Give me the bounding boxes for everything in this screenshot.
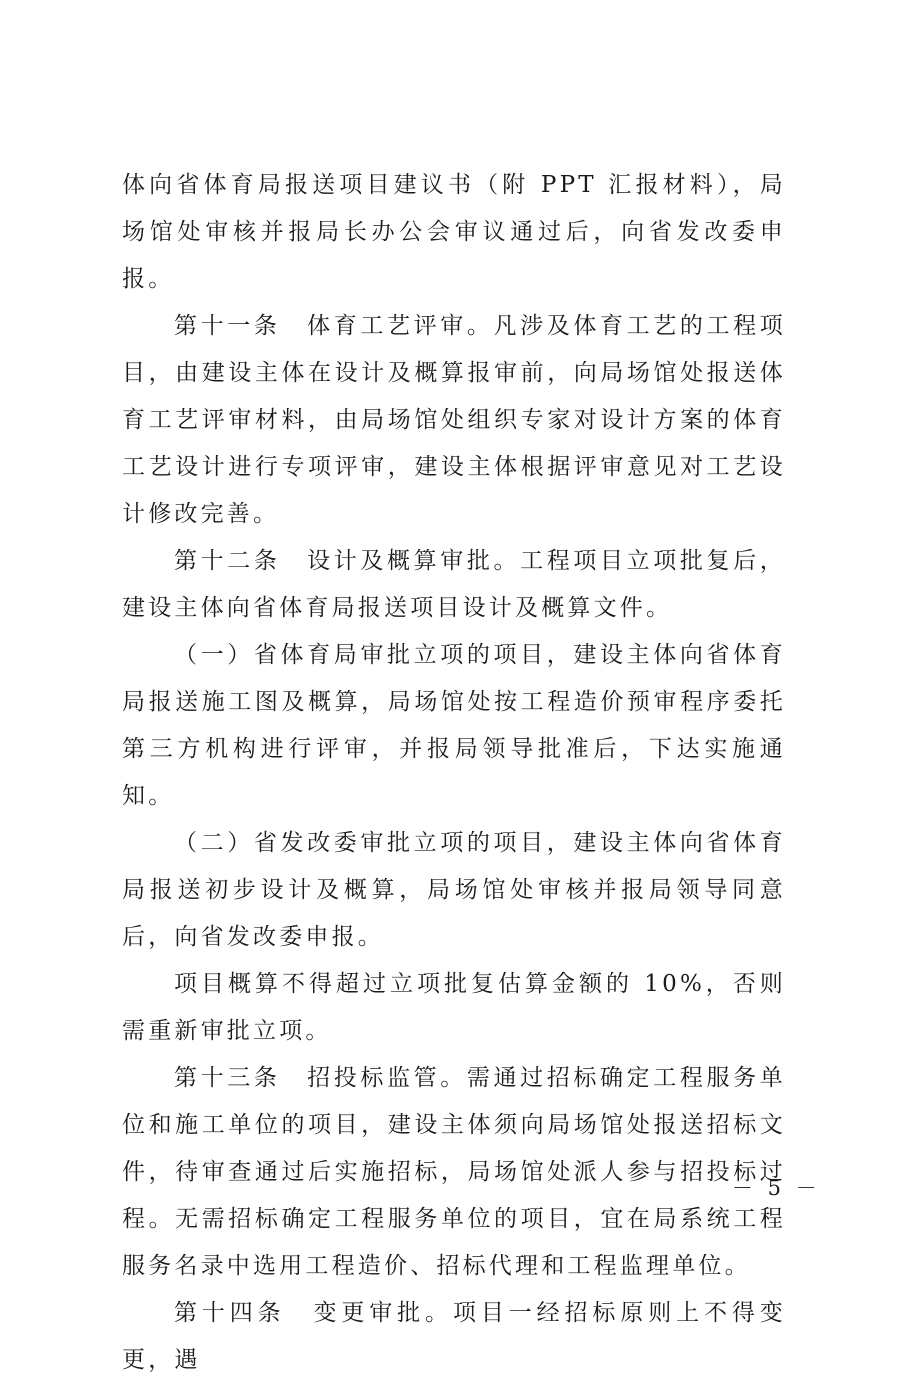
paragraph-article-11: 第十一条 体育工艺评审。凡涉及体育工艺的工程项目，由建设主体在设计及概算报审前，向局场馆处报送体育工艺评审材料，由局场馆处组织专家对设计方案的体育工艺设计进行专项评审，建设主体根据评审意见对工艺设计修改完善。 (122, 313, 786, 527)
paragraph-continuation: 体向省体育局报送项目建议书（附 PPT 汇报材料），局场馆处审核并报局长办公会审议通过后，向省发改委申报。 (122, 172, 786, 292)
paragraph-article-13: 第十三条 招投标监管。需通过招标确定工程服务单位和施工单位的项目，建设主体须向局场馆处报送招标文件，待审查通过后实施招标，局场馆处派人参与招投标过程。无需招标确定工程服务单位的项目，宜在局系统工程服务名录中选用工程造价、招标代理和工程监理单位。 (122, 1065, 786, 1279)
paragraph-article-14: 第十四条 变更审批。项目一经招标原则上不得变更，遇 (122, 1300, 786, 1373)
paragraph-article-12: 第十二条 设计及概算审批。工程项目立项批复后，建设主体向省体育局报送项目设计及概算文件。 (122, 548, 786, 621)
paragraph-article-12-item-1: （一）省体育局审批立项的项目，建设主体向省体育局报送施工图及概算，局场馆处按工程造价预审程序委托第三方机构进行评审，并报局领导批准后，下达实施通知。 (122, 642, 786, 809)
paragraph-budget-limit: 项目概算不得超过立项批复估算金额的 10%，否则需重新审批立项。 (122, 971, 786, 1044)
paragraph-article-12-item-2: （二）省发改委审批立项的项目，建设主体向省体育局报送初步设计及概算，局场馆处审核并报局领导同意后，向省发改委申报。 (122, 830, 786, 950)
page-number: － 5 － (732, 1176, 821, 1200)
document-body (122, 162, 786, 1384)
